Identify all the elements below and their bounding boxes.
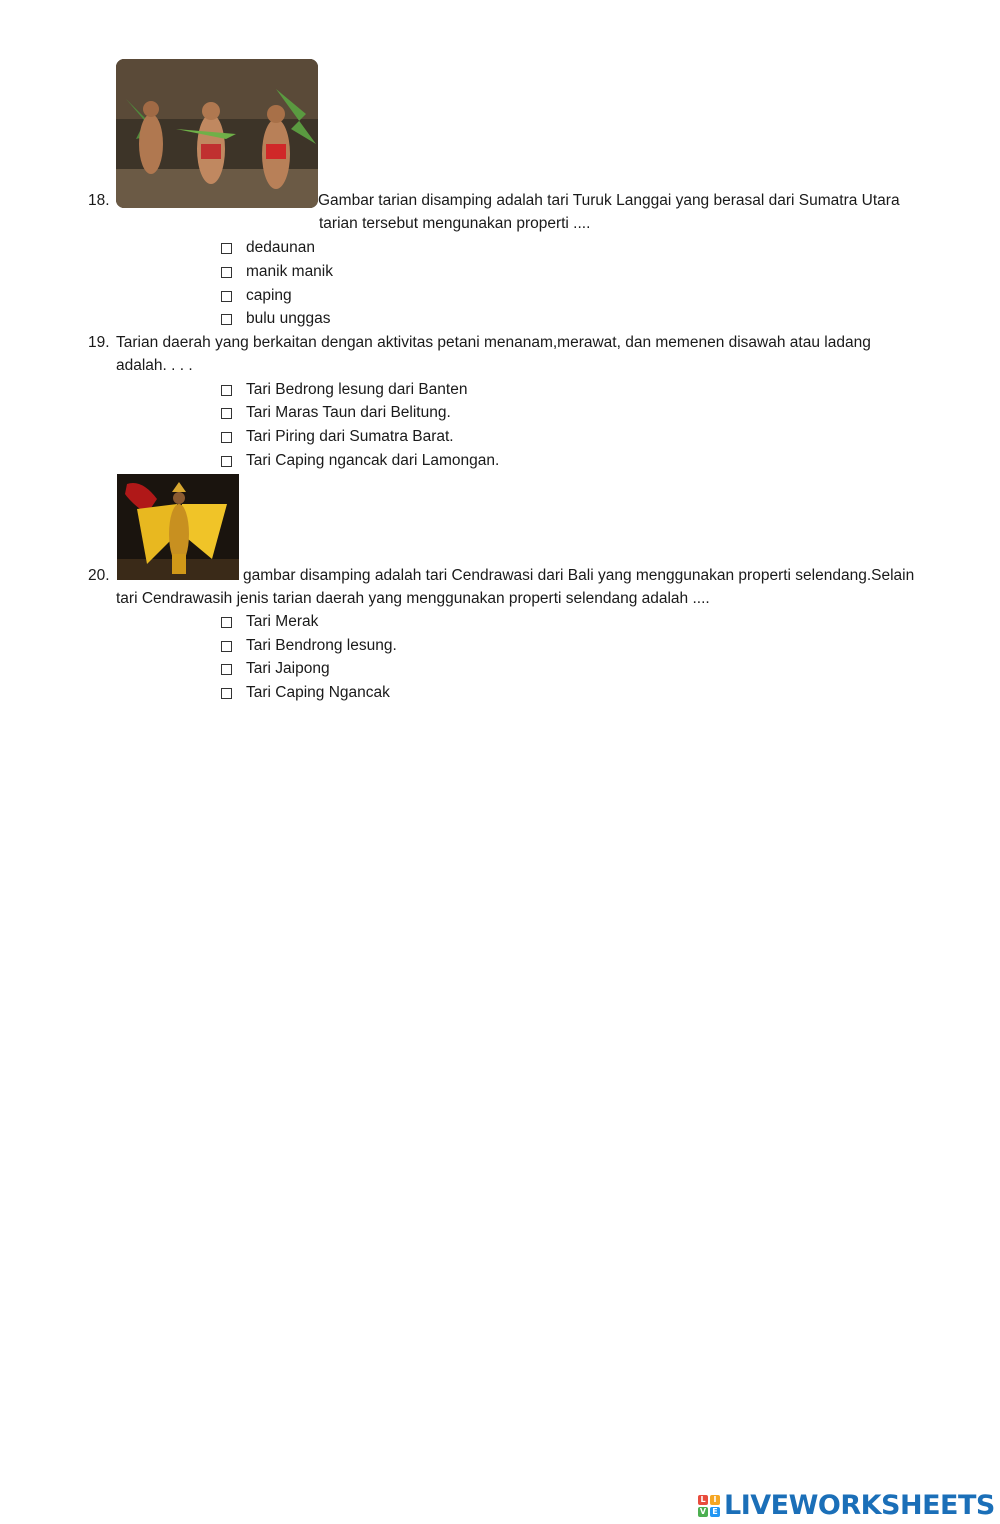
- option-18-b[interactable]: manik manik: [221, 263, 333, 281]
- option-18-a[interactable]: dedaunan: [221, 239, 315, 257]
- checkbox[interactable]: [221, 432, 232, 443]
- checkbox[interactable]: [221, 617, 232, 628]
- logo-icon: L I V E: [698, 1495, 720, 1517]
- option-20-c[interactable]: Tari Jaipong: [221, 660, 330, 678]
- logo-text: LIVEWORKSHEETS: [724, 1490, 995, 1521]
- question-20-text: gambar disamping adalah tari Cendrawasi dari Bali yang menggunakan properti selendang.Selain: [243, 567, 915, 584]
- question-19-text: Tarian daerah yang berkaitan dengan aktivitas petani menanam,merawat, dan memenen disawah atau ladang: [116, 334, 871, 351]
- checkbox[interactable]: [221, 664, 232, 675]
- question-18-number: 18.: [88, 192, 110, 209]
- checkbox[interactable]: [221, 243, 232, 254]
- checkbox[interactable]: [221, 456, 232, 467]
- option-20-d[interactable]: Tari Caping Ngancak: [221, 684, 390, 702]
- question-19-text-cont: adalah. . . .: [116, 357, 193, 374]
- checkbox[interactable]: [221, 641, 232, 652]
- checkbox[interactable]: [221, 688, 232, 699]
- question-20-text-cont: tari Cendrawasih jenis tarian daerah yang menggunakan properti selendang adalah ....: [116, 590, 710, 607]
- question-18-text-cont: tarian tersebut mengunakan properti ....: [319, 215, 591, 232]
- question-19-number: 19.: [88, 334, 110, 351]
- cendrawasih-dancer-photo: [117, 474, 239, 580]
- option-20-a[interactable]: Tari Merak: [221, 613, 318, 631]
- option-19-a[interactable]: Tari Bedrong lesung dari Banten: [221, 381, 467, 399]
- question-20-number: 20.: [88, 567, 110, 584]
- checkbox[interactable]: [221, 314, 232, 325]
- option-19-d[interactable]: Tari Caping ngancak dari Lamongan.: [221, 452, 499, 470]
- option-18-d[interactable]: bulu unggas: [221, 310, 330, 328]
- option-20-b[interactable]: Tari Bendrong lesung.: [221, 637, 397, 655]
- option-18-c[interactable]: caping: [221, 287, 292, 305]
- dancers-photo: [116, 59, 318, 208]
- checkbox[interactable]: [221, 291, 232, 302]
- option-19-b[interactable]: Tari Maras Taun dari Belitung.: [221, 404, 451, 422]
- option-19-c[interactable]: Tari Piring dari Sumatra Barat.: [221, 428, 454, 446]
- liveworksheets-logo[interactable]: [698, 1490, 995, 1521]
- checkbox[interactable]: [221, 267, 232, 278]
- question-18-text: Gambar tarian disamping adalah tari Turuk Langgai yang berasal dari Sumatra Utara: [318, 192, 900, 209]
- checkbox[interactable]: [221, 385, 232, 396]
- checkbox[interactable]: [221, 408, 232, 419]
